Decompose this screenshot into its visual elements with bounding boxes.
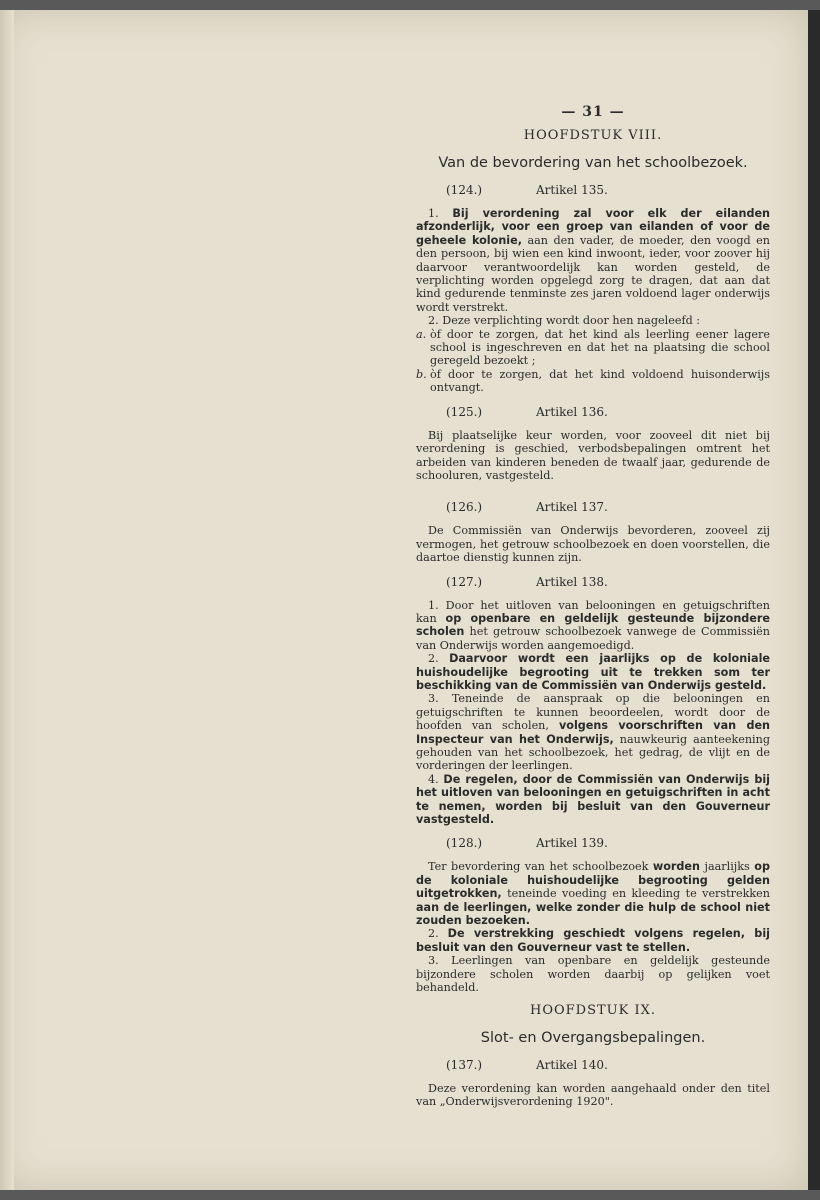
article-138-header xyxy=(416,575,770,589)
article-old-number: (124.) xyxy=(446,183,483,197)
article-old-number: (128.) xyxy=(446,836,483,851)
article-138-paragraph-4: 4. De regelen, door de Commissiën van Onderwijs bij het uitloven van belooningen en getuigschriften in acht te nemen, worden bij besluit van den Gouverneur vastgesteld. xyxy=(416,772,770,827)
article-old-number: (127.) xyxy=(446,574,483,589)
article-137-text: De Commissiën van Onderwijs bevorderen, zooveel zij vermogen, het getrouw schoolbezoek en doen voorstellen, die daartoe dienstig kunnen zijn. xyxy=(416,524,770,565)
article-140-text: Deze verordening kan worden aangehaald onder den titel van „Onderwijsverordening 1920". xyxy=(416,1081,770,1108)
article-135-header xyxy=(416,183,770,197)
article-138-paragraph-2: 2. Daarvoor wordt een jaarlijks op de koloniale huishoudelijke begrooting uit te trekken som ter beschikking van de Commissiën van Onderwijs gesteld. xyxy=(416,652,770,692)
article-label: Artikel 137. xyxy=(536,500,608,515)
article-old-number: (125.) xyxy=(446,404,483,419)
article-136-text: Bij plaatselijke keur worden, voor zooveel dit niet bij verordening is geschied, verbodsbepalingen omtrent het arbeiden van kinderen beneden de twaalf jaar, gedurende de schooluren, vastgesteld. xyxy=(416,428,770,482)
chapter-9-title: Slot- en Overgangsbepalingen. xyxy=(480,1029,706,1046)
chapter-9-heading: HOOFDSTUK IX. xyxy=(530,1002,656,1018)
page-content xyxy=(416,104,770,1108)
article-136-header xyxy=(416,405,770,419)
chapter-8-heading: HOOFDSTUK VIII. xyxy=(523,128,663,143)
article-old-number: (137.) xyxy=(446,1057,483,1072)
article-label: Artikel 135. xyxy=(536,183,608,197)
chapter-8-title: Van de bevordering van het schoolbezoek. xyxy=(438,155,748,171)
page-number: — 31 — xyxy=(561,104,625,120)
article-138-paragraph-3: 3. Teneinde de aanspraak op die belooningen en getuigschriften te kunnen beoordeelen, wordt door de hoofden van scholen, volgens voorschriften van den Inspecteur van het Onderwijs, nauwkeurig aanteekening gehouden van het schoolbezoek, het gedrag, de vlijt en de vorderingen der leerlingen. xyxy=(416,692,770,773)
page-fold-shadow xyxy=(0,10,14,1190)
article-label: Artikel 139. xyxy=(536,836,608,851)
article-140-header xyxy=(416,1058,770,1072)
article-139-header xyxy=(416,836,770,850)
article-135-item-a: a. òf door te zorgen, dat het kind als leerling eener lagere school is ingeschreven en dat het na plaatsing die school geregeld bezoekt ; xyxy=(416,327,770,368)
article-139-paragraph-3: 3. Leerlingen van openbare en geldelijk gesteunde bijzondere scholen worden daarbij op gelijken voet behandeld. xyxy=(416,954,770,995)
article-139-paragraph-1: Ter bevordering van het schoolbezoek worden jaarlijks op de koloniale huishoudelijke begrooting gelden uitgetrokken, teneinde voeding en kleeding te verstrekken aan de leerlingen, welke zonder die hulp de school niet zouden bezoeken. xyxy=(416,860,770,928)
article-135-item-b: b. òf door te zorgen, dat het kind voldoend huisonderwijs ontvangt. xyxy=(416,367,770,395)
article-139-paragraph-2: 2. De verstrekking geschiedt volgens regelen, bij besluit van den Gouverneur vast te stellen. xyxy=(416,927,770,954)
article-138-paragraph-1: 1. Door het uitloven van belooningen en getuigschriften kan op openbare en geldelijk gesteunde bijzondere scholen het getrouw schoolbezoek vanwege de Commissiën van Onderwijs worden aangemoedigd. xyxy=(416,598,770,652)
document-page xyxy=(0,10,808,1190)
article-135-paragraph-2: 2. Deze verplichting wordt door hen nageleefd : xyxy=(428,314,701,328)
article-label: Artikel 136. xyxy=(536,404,608,419)
article-label: Artikel 140. xyxy=(536,1057,608,1072)
article-old-number: (126.) xyxy=(446,500,483,515)
article-label: Artikel 138. xyxy=(536,574,608,589)
scan-edge xyxy=(808,10,820,1190)
article-135-paragraph-1: 1. Bij verordening zal voor elk der eilanden afzonderlijk, voor een groep van eilanden of voor de geheele kolonie, aan den vader, de moeder, den voogd en den persoon, bij wien een kind inwoont, ieder, voor zoover hij daarvoor verantwoordelijk kan worden gesteld, de verplichting worden opgelegd zorg te dragen, dat aan dat kind gedurende tenminste zes jaren voldoend lager onderwijs wordt verstrekt. xyxy=(416,207,771,314)
article-137-header xyxy=(416,500,770,514)
